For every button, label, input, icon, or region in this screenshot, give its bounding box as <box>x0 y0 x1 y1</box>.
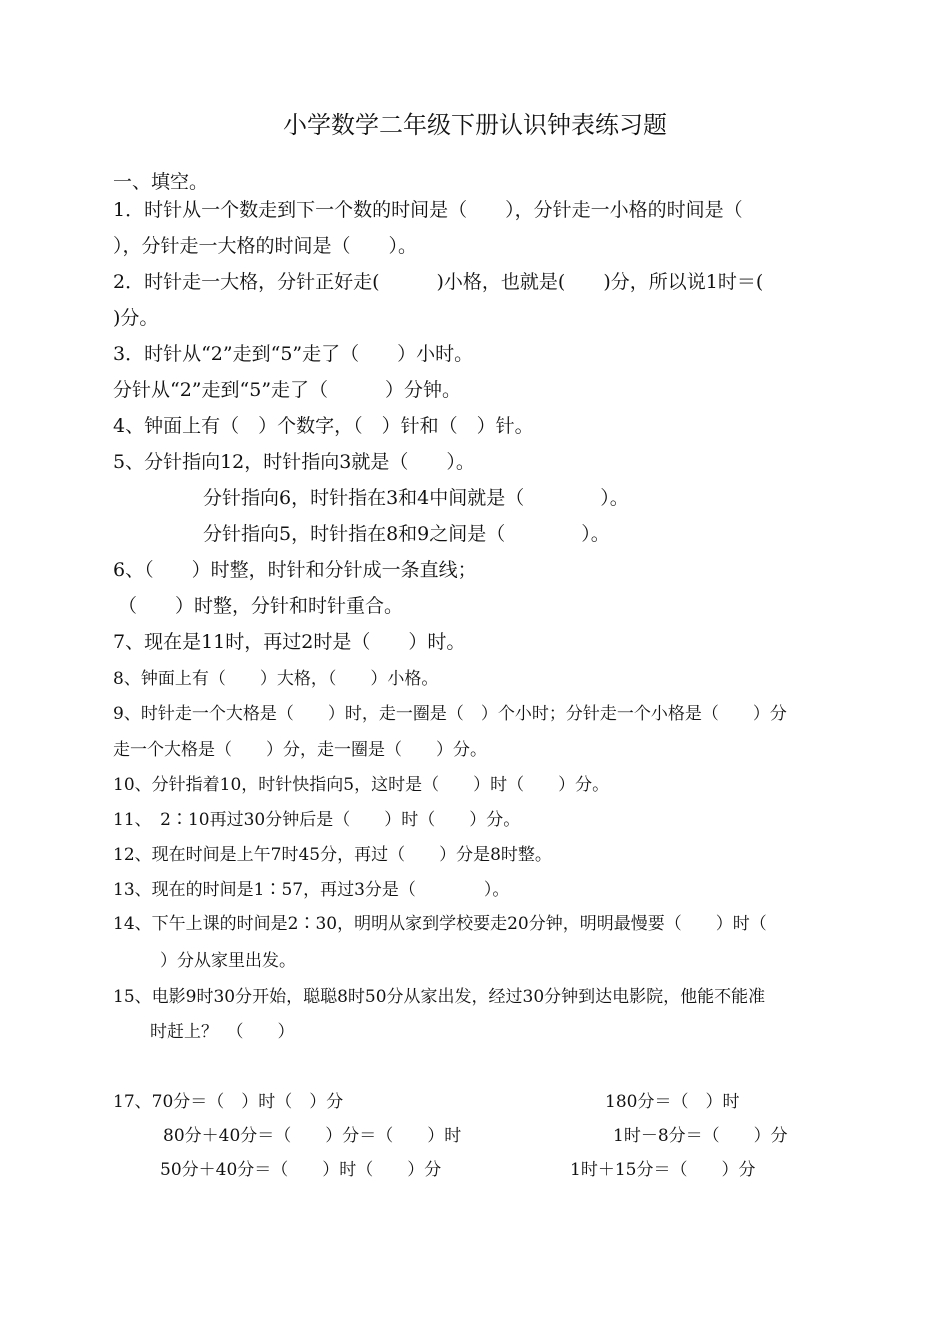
page-title: 小学数学二年级下册认识钟表练习题 <box>283 111 667 139</box>
question-5-line-2: 分针指向6，时针指在3和4中间就是（ ）。 <box>203 487 629 509</box>
question-14-line-1: 14、下午上课的时间是2∶30，明明从家到学校要走20分钟，明明最慢要（ ）时（ <box>113 914 767 934</box>
question-17-row-1-left: 17、70分＝（ ）时（ ）分 <box>113 1092 344 1112</box>
question-17-row-2-left: 80分＋40分＝（ ）分＝（ ）时 <box>163 1126 462 1146</box>
question-6-line-1: 6、（ ）时整，时针和分针成一条直线； <box>113 559 477 581</box>
question-4: 4、钟面上有（ ）个数字，（ ）针和（ ）针。 <box>113 415 534 437</box>
question-2-line-2: )分。 <box>113 307 159 329</box>
question-17-row-2-right: 1时－8分＝（ ）分 <box>613 1126 788 1146</box>
question-17-row-3-left: 50分＋40分＝（ ）时（ ）分 <box>160 1160 442 1180</box>
question-13: 13、现在的时间是1∶57，再过3分是（ ）。 <box>113 880 510 900</box>
question-12: 12、现在时间是上午7时45分，再过（ ）分是8时整。 <box>113 845 552 865</box>
question-14-line-2: ）分从家里出发。 <box>160 951 296 971</box>
question-1-line-2: ），分针走一大格的时间是（ ）。 <box>113 235 418 257</box>
question-8: 8、钟面上有（ ）大格，（ ）小格。 <box>113 669 439 689</box>
question-2-line-1: 2．时针走一大格，分针正好走( )小格，也就是( )分，所以说1时＝( <box>113 271 764 293</box>
question-3-line-1: 3．时针从“2”走到“5”走了（ ）小时。 <box>113 343 474 365</box>
question-15-line-2: 时赶上？ （ ） <box>150 1022 295 1042</box>
question-5-line-1: 5、分针指向12，时针指向3就是（ ）。 <box>113 451 475 473</box>
question-10: 10、分针指着10，时针快指向5，这时是（ ）时（ ）分。 <box>113 775 610 795</box>
question-9-line-2: 走一个大格是（ ）分，走一圈是（ ）分。 <box>113 740 487 760</box>
question-7: 7、现在是11时，再过2时是（ ）时。 <box>113 631 466 653</box>
question-11: 11、 2∶10再过30分钟后是（ ）时（ ）分。 <box>113 810 521 830</box>
section-heading: 一、填空。 <box>113 171 209 193</box>
question-17-row-3-right: 1时＋15分＝（ ）分 <box>570 1160 756 1180</box>
question-17-row-1-right: 180分＝（ ）时 <box>605 1092 740 1112</box>
question-1-line-1: 1．时针从一个数走到下一个数的时间是（ ），分针走一小格的时间是（ <box>113 199 743 221</box>
question-6-line-2: （ ）时整，分针和时针重合。 <box>118 595 404 617</box>
question-15-line-1: 15、电影9时30分开始，聪聪8时50分从家出发，经过30分钟到达电影院，他能不能准 <box>113 987 766 1007</box>
question-9-line-1: 9、时针走一个大格是（ ）时，走一圈是（ ）个小时；分针走一个小格是（ ）分 <box>113 704 787 724</box>
question-5-line-3: 分针指向5，时针指在8和9之间是（ ）。 <box>203 523 610 545</box>
question-3-line-2: 分针从“2”走到“5”走了（ ）分钟。 <box>113 379 462 401</box>
